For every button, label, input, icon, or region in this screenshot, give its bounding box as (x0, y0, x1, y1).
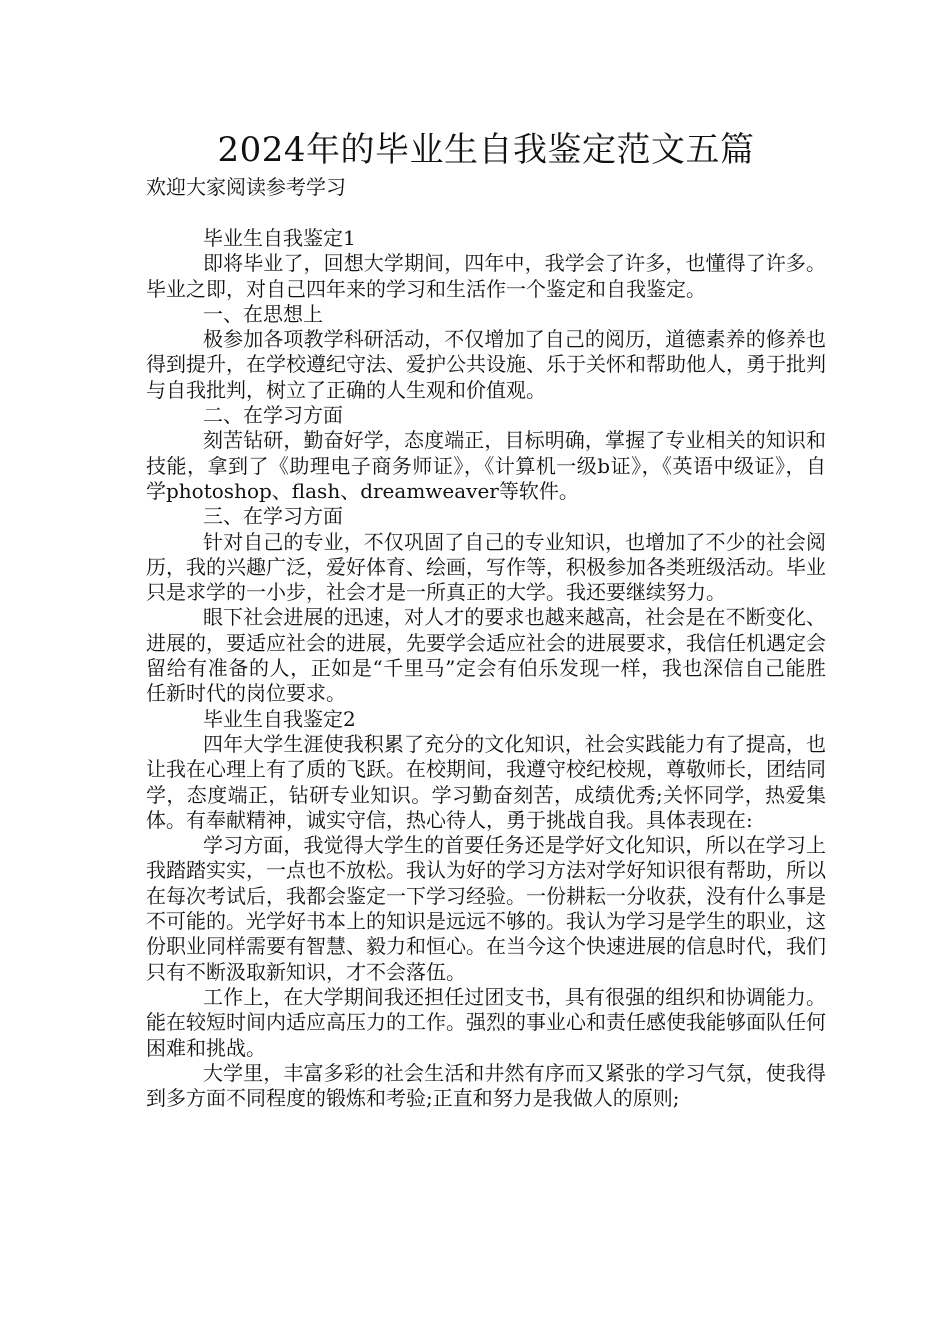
body-paragraph: 大学里，丰富多彩的社会生活和井然有序而又紧张的学习气氛，使我得到多方面不同程度的锻炼和考验;正直和努力是我做人的原则; (146, 1060, 826, 1111)
document-subtitle: 欢迎大家阅读参考学习 (146, 175, 346, 199)
section-heading: 毕业生自我鉴定1 (203, 226, 356, 250)
section-heading: 毕业生自我鉴定2 (203, 706, 356, 731)
section-heading: 二、在学习方面 (203, 403, 343, 428)
document-body (146, 226, 826, 1111)
section-heading: 三、在学习方面 (203, 504, 343, 529)
section-heading: 一、在思想上 (203, 301, 323, 326)
body-paragraph: 眼下社会进展的迅速，对人才的要求也越来越高，社会是在不断变化、进展的，要适应社会的进展，先要学会适应社会的进展要求，我信任机遇定会留给有准备的人，正如是“千里马”定会有伯乐发现一样，我也深信自己能胜任新时代的岗位要求。 (146, 605, 826, 706)
body-paragraph: 学习方面，我觉得大学生的首要任务还是学好文化知识，所以在学习上我踏踏实实，一点也不放松。我认为好的学习方法对学好知识很有帮助，所以在每次考试后，我都会鉴定一下学习经验。一份耕耘一分收获，没有什么事是不可能的。光学好书本上的知识是远远不够的。我认为学习是学生的职业，这份职业同样需要有智慧、毅力和恒心。在当今这个快速进展的信息时代，我们只有不断汲取新知识，才不会落伍。 (146, 833, 826, 984)
body-paragraph: 工作上，在大学期间我还担任过团支书，具有很强的组织和协调能力。能在较短时间内适应高压力的工作。强烈的事业心和责任感使我能够面队任何困难和挑战。 (146, 984, 826, 1060)
document-page (146, 128, 826, 1111)
body-paragraph: 针对自己的专业，不仅巩固了自己的专业知识，也增加了不少的社会阅历，我的兴趣广泛，爱好体育、绘画，写作等，积极参加各类班级活动。毕业只是求学的一小步，社会才是一所真正的大学。我还要继续努力。 (146, 529, 826, 605)
document-title: 2024年的毕业生自我鉴定范文五篇 (217, 130, 755, 170)
body-paragraph: 即将毕业了，回想大学期间，四年中，我学会了许多，也懂得了许多。毕业之即，对自己四年来的学习和生活作一个鉴定和自我鉴定。 (146, 251, 826, 301)
body-paragraph: 极参加各项教学科研活动，不仅增加了自己的阅历，道德素养的修养也得到提升，在学校遵纪守法、爱护公共设施、乐于关怀和帮助他人，勇于批判与自我批判，树立了正确的人生观和价值观。 (146, 327, 826, 402)
body-paragraph: 四年大学生涯使我积累了充分的文化知识，社会实践能力有了提高，也让我在心理上有了质的飞跃。在校期间，我遵守校纪校规，尊敬师长，团结同学，态度端正，钻研专业知识。学习勤奋刻苦，成绩优秀;关怀同学，热爱集体。有奉献精神，诚实守信，热心待人，勇于挑战自我。具体表现在: (146, 731, 826, 832)
body-paragraph: 刻苦钻研，勤奋好学，态度端正，目标明确，掌握了专业相关的知识和技能，拿到了《助理电子商务师证》，《计算机一级b证》，《英语中级证》，自学photoshop、flash、dreamweaver等软件。 (146, 428, 826, 503)
